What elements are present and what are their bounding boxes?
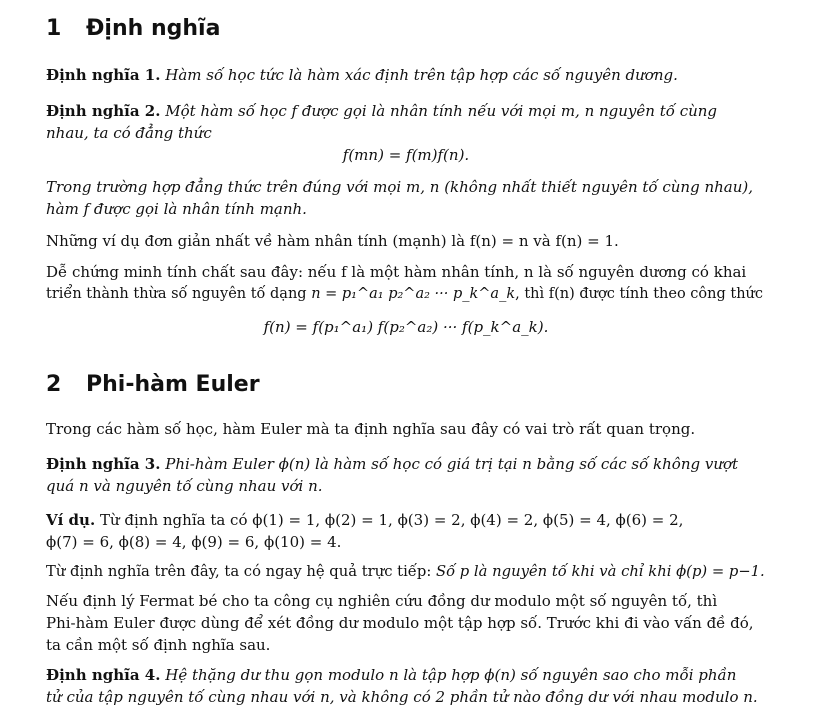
intro-paragraph: Trong các hàm số học, hàm Euler mà ta định nghĩa sau đây có vai trò rất quan trọng.: [46, 420, 696, 438]
fermat-paragraph: Nếu định lý Fermat bé cho ta công cụ nghiên cứu đồng dư modulo một số nguyên tố, thì Phi-hàm Euler được dùng để xét đồng dư modulo một tập hợp số. Trước khi đi vào vấn đề đó, ta cần một số định nghĩa sau.: [46, 592, 754, 654]
examples-paragraph: Những ví dụ đơn giản nhất về hàm nhân tính (mạnh) là f(n) = n và f(n) = 1.: [46, 232, 619, 250]
definition-1: Định nghĩa 1. Hàm số học tức là hàm xác định trên tập hợp các số nguyên dương.: [46, 66, 678, 84]
example-block: Ví dụ. Từ định nghĩa ta có ϕ(1) = 1, ϕ(2) = 1, ϕ(3) = 2, ϕ(4) = 2, ϕ(5) = 4, ϕ(6) = 2, ϕ(7) = 6, ϕ(8) = 4, ϕ(9) = 6, ϕ(10) = 4.: [46, 511, 684, 551]
definition-4: Định nghĩa 4. Hệ thặng dư thu gọn modulo n là tập hợp ϕ(n) số nguyên sao cho mỗi phần tử của tập nguyên tố cùng nhau với n, và không có 2 phần tử nào đồng dư với nhau modulo n.: [46, 666, 758, 706]
property-paragraph: Dễ chứng minh tính chất sau đây: nếu f là một hàm nhân tính, n là số nguyên dương có khai triển thành thừa số nguyên tố dạng n = p₁^a₁ p₂^a₂ ··· p_k^a_k, thì f(n) được tính theo công thức: [46, 263, 763, 302]
equation-product-formula: f(n) = f(p₁^a₁) f(p₂^a₂) ··· f(p_k^a_k).: [263, 318, 549, 336]
section-heading-2: 2 Phi-hàm Euler: [46, 372, 260, 397]
equation-multiplicative: f(mn) = f(m)f(n).: [342, 146, 470, 164]
section-heading-1: 1 Định nghĩa: [46, 16, 221, 41]
definition-2-remark: Trong trường hợp đẳng thức trên đúng với mọi m, n (không nhất thiết nguyên tố cùng nhau), hàm f được gọi là nhân tính mạnh.: [46, 178, 753, 218]
corollary-paragraph: Từ định nghĩa trên đây, ta có ngay hệ quả trực tiếp: Số p là nguyên tố khi và chỉ khi ϕ(p) = p−1.: [46, 563, 765, 580]
definition-2: Định nghĩa 2. Một hàm số học f được gọi là nhân tính nếu với mọi m, n nguyên tố cùng nhau, ta có đẳng thức: [46, 102, 718, 142]
definition-3: Định nghĩa 3. Phi-hàm Euler ϕ(n) là hàm số học có giá trị tại n bằng số các số không vượt quá n và nguyên tố cùng nhau với n.: [46, 455, 739, 495]
